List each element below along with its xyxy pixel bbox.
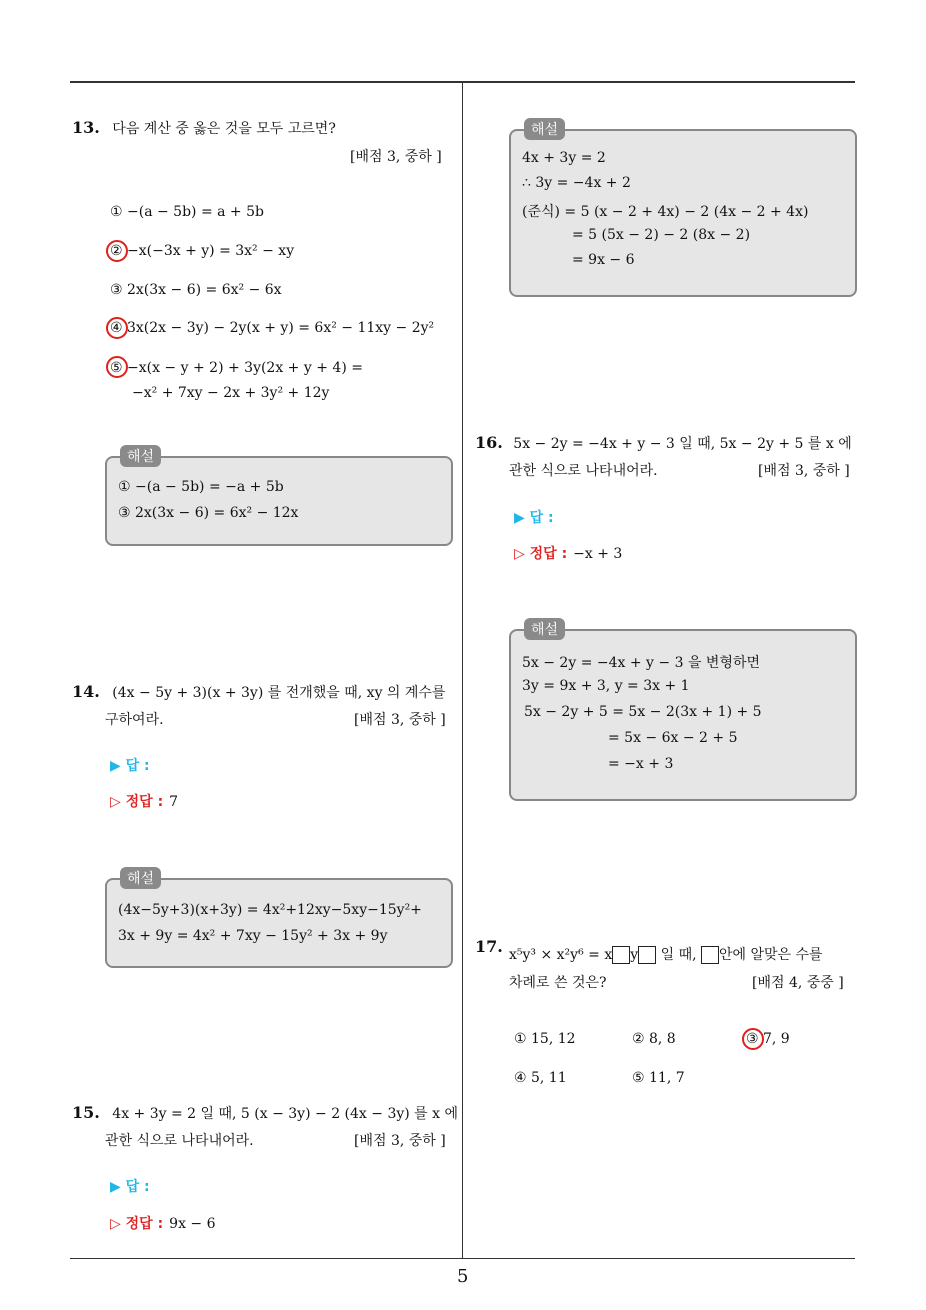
q15-explanation-line-5: = 9x − 6 [572, 252, 635, 268]
q17-blank-box-3 [701, 946, 719, 964]
q13-score-tag: [배점 3, 중하 ] [350, 149, 442, 165]
q17-text-a: x⁵y³ × x²y⁶ = x [509, 947, 613, 963]
q13-explanation-box [105, 456, 453, 546]
q16-correct-value: −x + 3 [573, 546, 623, 562]
q14-explanation-box [105, 878, 453, 968]
page-number: 5 [457, 1266, 469, 1287]
q15-answer-label: ▶ 답 : [110, 1179, 150, 1195]
q14-correct-answer [110, 791, 178, 811]
q13-option-3[interactable]: ③ 2x(3x − 6) = 6x² − 6x [110, 282, 282, 298]
q13-text: 다음 계산 중 옳은 것을 모두 고르면? [112, 121, 336, 137]
q17-text-b: y [630, 947, 639, 963]
q16-explanation-line-3: 5x − 2y + 5 = 5x − 2(3x + 1) + 5 [524, 704, 762, 720]
q15-question [72, 1103, 458, 1123]
q13-option-4[interactable]: ④ 3x(2x − 3y) − 2y(x + y) = 6x² − 11xy − 2y² [110, 320, 435, 336]
q13-explanation-badge: 해설 [120, 445, 161, 467]
q13-option-5[interactable]: ⑤ −x(x − y + 2) + 3y(2x + y + 4) = [110, 360, 363, 376]
q17-text-d: 안에 알맞은 수를 [719, 947, 823, 963]
q17-blank-box-2 [638, 946, 656, 964]
q14-number: 14. [72, 682, 100, 701]
q17-number: 17. [475, 937, 503, 956]
q13-option-5-continued: −x² + 7xy − 2x + 3y² + 12y [132, 385, 330, 401]
q14-explanation-line-2: 3x + 9y = 4x² + 7xy − 15y² + 3x + 9y [118, 928, 388, 944]
q17-text-line-2: 차례로 쓴 것은? [509, 975, 607, 991]
q16-explanation-line-5: = −x + 3 [608, 756, 674, 772]
q15-text: 4x + 3y = 2 일 때, 5 (x − 3y) − 2 (4x − 3y) 를 x 에 [112, 1106, 459, 1122]
q16-correct-answer [514, 543, 622, 563]
q13-option-2[interactable]: ② −x(−3x + y) = 3x² − xy [110, 243, 295, 259]
q15-explanation-badge: 해설 [524, 118, 565, 140]
q16-number: 16. [475, 433, 503, 452]
q15-correct-value: 9x − 6 [169, 1216, 216, 1232]
q15-explanation-line-3: (준식) = 5 (x − 2 + 4x) − 2 (4x − 2 + 4x) [522, 204, 809, 220]
q13-option-1[interactable]: ① −(a − 5b) = a + 5b [110, 204, 264, 220]
q14-answer-label: ▶ 답 : [110, 758, 150, 774]
q16-question [475, 433, 852, 453]
q14-text: (4x − 5y + 3)(x + 3y) 를 전개했을 때, xy 의 계수를 [112, 685, 446, 701]
q15-explanation-line-2: ∴ 3y = −4x + 2 [522, 175, 631, 191]
q13-explanation-line-2: ③ 2x(3x − 6) = 6x² − 12x [118, 505, 299, 521]
q16-score-tag: [배점 3, 중하 ] [758, 463, 850, 479]
q15-score-tag: [배점 3, 중하 ] [354, 1133, 446, 1149]
q15-explanation-line-4: = 5 (5x − 2) − 2 (8x − 2) [572, 227, 751, 243]
q16-explanation-badge: 해설 [524, 618, 565, 640]
q17-question [475, 937, 503, 956]
q14-explanation-badge: 해설 [120, 867, 161, 889]
q17-text-line-1 [509, 944, 823, 964]
q16-correct-label: ▷ 정답 : [514, 546, 568, 562]
q16-text: 5x − 2y = −4x + y − 3 일 때, 5x − 2y + 5 를 x 에 [513, 436, 852, 452]
q16-explanation-line-1: 5x − 2y = −4x + y − 3 을 변형하면 [522, 655, 761, 671]
q17-text-c: 일 때, [656, 947, 701, 963]
q14-text-line-2: 구하여라. [105, 712, 164, 728]
bottom-rule [70, 1258, 855, 1259]
q17-option-4[interactable]: ④ 5, 11 [514, 1070, 567, 1086]
q16-explanation-line-2: 3y = 9x + 3, y = 3x + 1 [522, 678, 690, 694]
center-divider [462, 83, 463, 1259]
q14-question [72, 682, 445, 702]
q15-text-line-2: 관한 식으로 나타내어라. [105, 1133, 254, 1149]
q17-score-tag: [배점 4, 중중 ] [752, 975, 844, 991]
q13-explanation-line-1: ① −(a − 5b) = −a + 5b [118, 479, 284, 495]
q15-explanation-line-1: 4x + 3y = 2 [522, 150, 606, 166]
q17-option-1[interactable]: ① 15, 12 [514, 1031, 576, 1047]
q15-number: 15. [72, 1103, 100, 1122]
q17-option-5[interactable]: ⑤ 11, 7 [632, 1070, 685, 1086]
q16-explanation-line-4: = 5x − 6x − 2 + 5 [608, 730, 738, 746]
q13-number: 13. [72, 118, 100, 137]
q14-explanation-line-1: (4x−5y+3)(x+3y) = 4x²+12xy−5xy−15y²+ [118, 902, 422, 918]
q14-correct-label: ▷ 정답 : [110, 794, 164, 810]
q17-blank-box-1 [612, 946, 630, 964]
q13-question [72, 118, 336, 138]
q15-correct-answer [110, 1213, 216, 1233]
q14-score-tag: [배점 3, 중하 ] [354, 712, 446, 728]
q16-text-line-2: 관한 식으로 나타내어라. [509, 463, 658, 479]
q17-option-3[interactable]: ③ 7, 9 [746, 1031, 790, 1047]
q17-option-2[interactable]: ② 8, 8 [632, 1031, 676, 1047]
q14-correct-value: 7 [169, 794, 179, 810]
q16-answer-label: ▶ 답 : [514, 510, 554, 526]
q15-correct-label: ▷ 정답 : [110, 1216, 164, 1232]
